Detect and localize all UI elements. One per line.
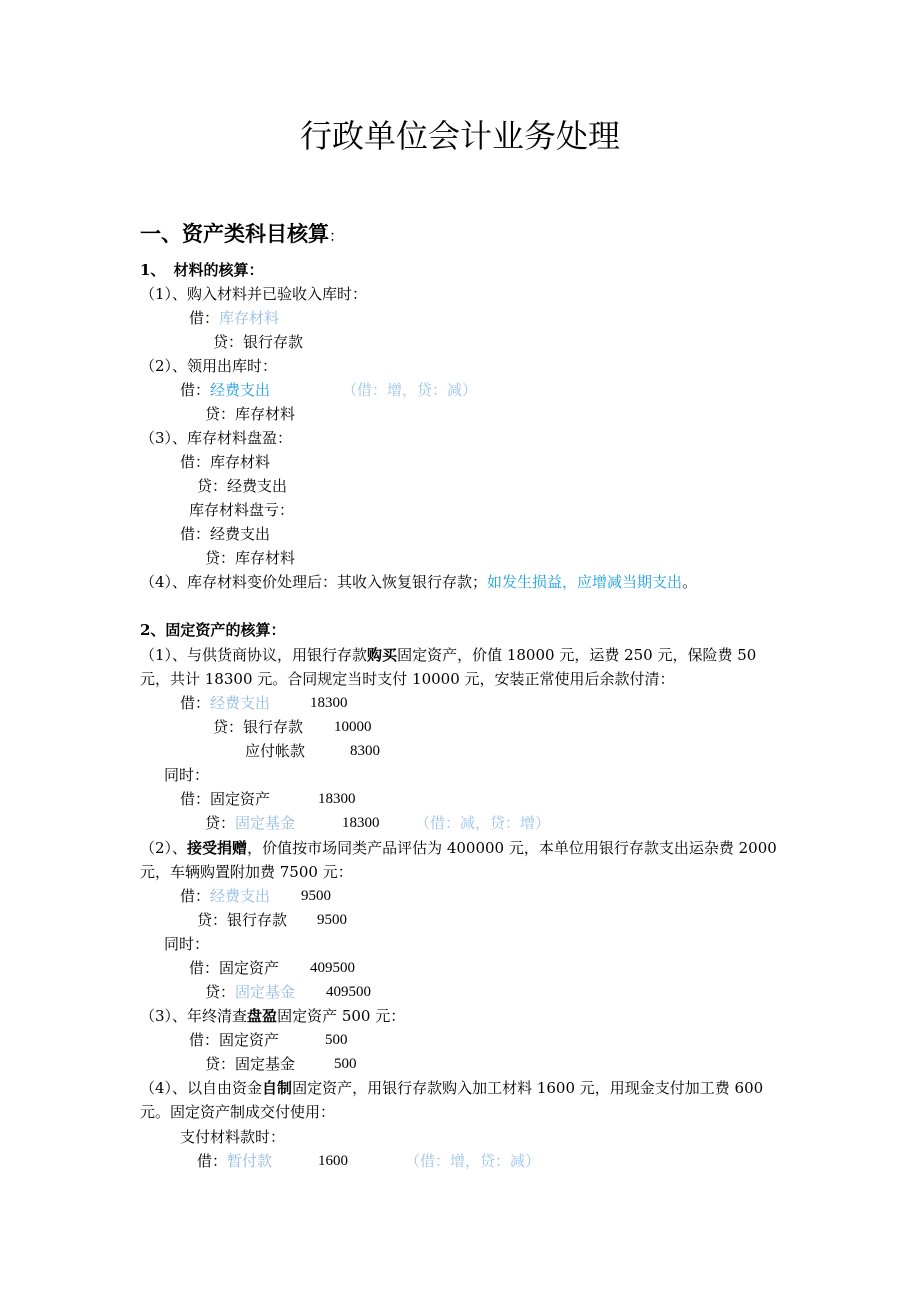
paragraph: 同时： <box>164 935 210 953</box>
journal-entry-credit: 贷：固定基金 <box>205 1055 296 1073</box>
amount: 1600 <box>318 1153 348 1169</box>
journal-entry-debit: 借：经费支出 <box>180 525 271 543</box>
amount: 8300 <box>350 743 380 759</box>
journal-entry-credit: 贷：银行存款 <box>213 333 304 351</box>
amount: 9500 <box>301 888 331 904</box>
paragraph: （4）、以自由资金自制固定资产，用银行存款购入加工材料 1600 元，用现金支付加工费 600 <box>140 1079 764 1097</box>
paragraph: （2）、领用出库时： <box>140 357 278 375</box>
journal-entry-debit: 借：固定资产 <box>189 1031 280 1049</box>
page-title: 行政单位会计业务处理 <box>299 117 620 155</box>
paragraph: 元。固定资产制成交付使用： <box>140 1103 336 1121</box>
journal-entry-debit: 借：经费支出 <box>180 694 271 712</box>
paragraph: 支付材料款时： <box>180 1128 286 1146</box>
journal-entry-debit: 借：经费支出 <box>180 887 271 905</box>
paragraph: （2）、接受捐赠，价值按市场同类产品评估为 400000 元，本单位用银行存款支出运杂费 2000 <box>140 839 777 857</box>
paragraph: （4）、库存材料变价处理后：其收入恢复银行存款；如发生损益，应增减当期支出。 <box>140 573 698 591</box>
amount: 500 <box>334 1056 357 1072</box>
journal-entry-credit: 贷：库存材料 <box>205 549 296 567</box>
journal-entry-credit: 贷：银行存款 <box>197 911 288 929</box>
paragraph: 同时： <box>164 766 210 784</box>
annotation-note: （借：减，贷：增） <box>415 814 551 832</box>
paragraph: （3）、库存材料盘盈： <box>140 429 293 447</box>
journal-entry-debit: 借：库存材料 <box>189 309 280 327</box>
journal-entry-debit: 借：固定资产 <box>180 790 271 808</box>
amount: 18300 <box>310 695 348 711</box>
amount: 409500 <box>310 960 355 976</box>
amount: 409500 <box>326 984 371 1000</box>
amount: 10000 <box>334 719 372 735</box>
amount: 500 <box>325 1032 348 1048</box>
journal-entry-credit: 贷：固定基金 <box>205 814 296 832</box>
paragraph: 元，共计 18300 元。合同规定当时支付 10000 元，安装正常使用后余款付清： <box>140 670 675 688</box>
journal-entry-credit: 应付帐款 <box>245 742 306 760</box>
journal-entry-credit: 贷：银行存款 <box>213 718 304 736</box>
amount: 9500 <box>317 912 347 928</box>
amount: 18300 <box>318 791 356 807</box>
paragraph: 库存材料盘亏： <box>189 501 295 519</box>
paragraph: 元，车辆购置附加费 7500 元： <box>140 863 353 881</box>
journal-entry-credit: 贷：固定基金 <box>205 983 296 1001</box>
annotation-note: （借：增，贷：减） <box>342 381 478 399</box>
subsection-heading-materials: 1、 材料的核算： <box>140 261 264 279</box>
paragraph: （1）、购入材料并已验收入库时： <box>140 285 368 303</box>
journal-entry-debit: 借：经费支出 <box>180 381 271 399</box>
journal-entry-debit: 借：固定资产 <box>189 959 280 977</box>
journal-entry-credit: 贷：库存材料 <box>205 405 296 423</box>
annotation-note: （借：增，贷：减） <box>405 1152 541 1170</box>
subsection-heading-fixed-assets: 2、固定资产的核算： <box>140 621 286 639</box>
journal-entry-debit: 借：库存材料 <box>180 453 271 471</box>
journal-entry-credit: 贷：经费支出 <box>197 477 288 495</box>
amount: 18300 <box>342 815 380 831</box>
paragraph: （1）、与供货商协议，用银行存款购买固定资产，价值 18000 元，运费 250 元，保险费 50 <box>140 646 757 664</box>
section-heading: 一、资产类科目核算： <box>140 222 345 246</box>
journal-entry-debit: 借：暂付款 <box>197 1152 273 1170</box>
paragraph: （3）、年终清查盘盈固定资产 500 元： <box>140 1007 406 1025</box>
